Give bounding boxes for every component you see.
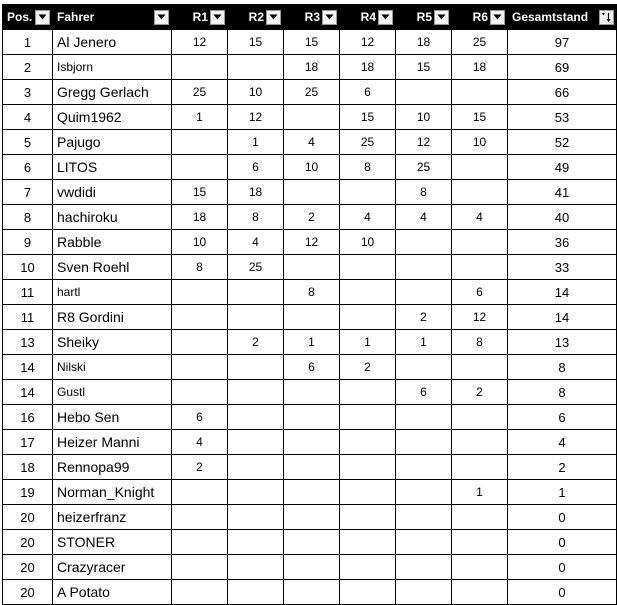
r5-points-cell[interactable]: 10	[396, 105, 452, 130]
r2-points-cell[interactable]	[228, 455, 284, 480]
r2-points-cell[interactable]: 2	[228, 330, 284, 355]
r4-points-cell[interactable]	[340, 305, 396, 330]
driver-name-cell[interactable]: hartl	[53, 280, 172, 305]
position-cell[interactable]: 11	[3, 305, 53, 330]
position-cell[interactable]: 13	[3, 330, 53, 355]
r5-points-cell[interactable]: 12	[396, 130, 452, 155]
r3-points-cell[interactable]	[284, 530, 340, 555]
total-points-cell[interactable]: 33	[508, 255, 617, 280]
r4-points-cell[interactable]	[340, 505, 396, 530]
table-row	[3, 305, 617, 330]
r1-points-cell[interactable]	[172, 380, 228, 405]
r1-points-cell[interactable]: 1	[172, 105, 228, 130]
r4-points-cell[interactable]: 25	[340, 130, 396, 155]
dropdown-arrow-icon	[437, 14, 446, 20]
r6-points-cell[interactable]: 2	[452, 380, 508, 405]
r6-points-cell[interactable]: 6	[452, 280, 508, 305]
position-cell[interactable]: 5	[3, 130, 53, 155]
total-points-cell[interactable]: 14	[508, 280, 617, 305]
r3-points-cell[interactable]: 12	[284, 230, 340, 255]
total-points-cell[interactable]: 52	[508, 130, 617, 155]
total-points-cell[interactable]: 40	[508, 205, 617, 230]
driver-name-cell[interactable]: Crazyracer	[53, 555, 172, 580]
r1-points-cell[interactable]: 4	[172, 430, 228, 455]
r3-points-cell[interactable]: 8	[284, 280, 340, 305]
filter-button-r6[interactable]	[490, 10, 505, 25]
r3-points-cell[interactable]	[284, 105, 340, 130]
r6-points-cell[interactable]	[452, 230, 508, 255]
position-cell[interactable]: 18	[3, 455, 53, 480]
standings-body	[3, 30, 617, 605]
header-r1-label: R1	[192, 10, 208, 24]
r6-points-cell[interactable]	[452, 80, 508, 105]
r5-points-cell[interactable]	[396, 255, 452, 280]
r2-points-cell[interactable]	[228, 480, 284, 505]
r5-points-cell[interactable]	[396, 80, 452, 105]
r3-points-cell[interactable]: 18	[284, 55, 340, 80]
total-points-cell[interactable]: 69	[508, 55, 617, 80]
filter-button-r2[interactable]	[266, 10, 281, 25]
header-total	[508, 5, 617, 30]
r2-points-cell[interactable]	[228, 280, 284, 305]
driver-name-cell[interactable]: Rabble	[53, 230, 172, 255]
r3-points-cell[interactable]	[284, 505, 340, 530]
r4-points-cell[interactable]: 18	[340, 55, 396, 80]
table-row	[3, 230, 617, 255]
header-r5-label: R5	[416, 10, 432, 24]
r6-points-cell[interactable]: 1	[452, 480, 508, 505]
total-points-cell[interactable]: 36	[508, 230, 617, 255]
table-row	[3, 130, 617, 155]
r1-points-cell[interactable]	[172, 155, 228, 180]
r5-points-cell[interactable]	[396, 280, 452, 305]
filter-button-r3[interactable]	[322, 10, 337, 25]
total-points-cell[interactable]: 0	[508, 505, 617, 530]
r1-points-cell[interactable]: 12	[172, 30, 228, 55]
standings-sheet	[2, 4, 616, 605]
r3-points-cell[interactable]	[284, 255, 340, 280]
r3-points-cell[interactable]: 10	[284, 155, 340, 180]
table-row	[3, 580, 617, 605]
driver-name-cell[interactable]: Hebo Sen	[53, 405, 172, 430]
r2-points-cell[interactable]: 10	[228, 80, 284, 105]
r3-points-cell[interactable]	[284, 180, 340, 205]
r4-points-cell[interactable]	[340, 405, 396, 430]
position-cell[interactable]: 14	[3, 380, 53, 405]
r1-points-cell[interactable]: 25	[172, 80, 228, 105]
driver-name-cell[interactable]: vwdidi	[53, 180, 172, 205]
table-row	[3, 330, 617, 355]
driver-name-cell[interactable]: Quim1962	[53, 105, 172, 130]
r1-points-cell[interactable]	[172, 355, 228, 380]
r4-points-cell[interactable]: 2	[340, 355, 396, 380]
r2-points-cell[interactable]	[228, 405, 284, 430]
r3-points-cell[interactable]: 1	[284, 330, 340, 355]
table-row	[3, 30, 617, 55]
header-total-label: Gesamtstand	[512, 10, 589, 24]
table-row	[3, 555, 617, 580]
position-cell[interactable]: 1	[3, 30, 53, 55]
r3-points-cell[interactable]	[284, 555, 340, 580]
total-points-cell[interactable]: 66	[508, 80, 617, 105]
r2-points-cell[interactable]	[228, 530, 284, 555]
filter-button-r4[interactable]	[378, 10, 393, 25]
position-cell[interactable]: 9	[3, 230, 53, 255]
position-cell[interactable]: 16	[3, 405, 53, 430]
r6-points-cell[interactable]	[452, 180, 508, 205]
total-points-cell[interactable]: 49	[508, 155, 617, 180]
r6-points-cell[interactable]: 15	[452, 105, 508, 130]
r6-points-cell[interactable]	[452, 355, 508, 380]
driver-name-cell[interactable]: Gustl	[53, 380, 172, 405]
r3-points-cell[interactable]: 6	[284, 355, 340, 380]
r2-points-cell[interactable]	[228, 380, 284, 405]
driver-name-cell[interactable]: LITOS	[53, 155, 172, 180]
r3-points-cell[interactable]: 2	[284, 205, 340, 230]
r5-points-cell[interactable]	[396, 455, 452, 480]
r3-points-cell[interactable]: 4	[284, 130, 340, 155]
position-cell[interactable]: 6	[3, 155, 53, 180]
r4-points-cell[interactable]	[340, 255, 396, 280]
position-cell[interactable]: 20	[3, 530, 53, 555]
r6-points-cell[interactable]: 4	[452, 205, 508, 230]
table-row	[3, 205, 617, 230]
table-row	[3, 480, 617, 505]
r2-points-cell[interactable]: 12	[228, 105, 284, 130]
table-row	[3, 280, 617, 305]
total-points-cell[interactable]: 0	[508, 530, 617, 555]
r5-points-cell[interactable]	[396, 405, 452, 430]
total-points-cell[interactable]: 6	[508, 405, 617, 430]
r2-points-cell[interactable]: 4	[228, 230, 284, 255]
r5-points-cell[interactable]: 18	[396, 30, 452, 55]
r5-points-cell[interactable]	[396, 530, 452, 555]
driver-name-cell[interactable]: A Potato	[53, 580, 172, 605]
r5-points-cell[interactable]	[396, 355, 452, 380]
dropdown-arrow-icon	[325, 14, 334, 20]
r5-points-cell[interactable]	[396, 580, 452, 605]
total-points-cell[interactable]: 53	[508, 105, 617, 130]
r1-points-cell[interactable]	[172, 555, 228, 580]
r5-points-cell[interactable]: 8	[396, 180, 452, 205]
r1-points-cell[interactable]	[172, 305, 228, 330]
driver-name-cell[interactable]: Pajugo	[53, 130, 172, 155]
driver-name-cell[interactable]: Isbjorn	[53, 55, 172, 80]
r2-points-cell[interactable]	[228, 55, 284, 80]
position-cell[interactable]: 8	[3, 205, 53, 230]
table-row	[3, 80, 617, 105]
header-r6-label: R6	[472, 10, 488, 24]
r1-points-cell[interactable]	[172, 505, 228, 530]
r4-points-cell[interactable]	[340, 430, 396, 455]
header-r1	[172, 5, 228, 30]
r2-points-cell[interactable]	[228, 555, 284, 580]
r3-points-cell[interactable]	[284, 455, 340, 480]
header-r3-label: R3	[304, 10, 320, 24]
r1-points-cell[interactable]	[172, 480, 228, 505]
total-points-cell[interactable]: 14	[508, 305, 617, 330]
r1-points-cell[interactable]	[172, 130, 228, 155]
table-row	[3, 430, 617, 455]
r1-points-cell[interactable]	[172, 580, 228, 605]
r3-points-cell[interactable]	[284, 380, 340, 405]
r6-points-cell[interactable]: 8	[452, 330, 508, 355]
driver-name-cell[interactable]: Gregg Gerlach	[53, 80, 172, 105]
filter-button-pos[interactable]	[35, 10, 50, 25]
table-row	[3, 530, 617, 555]
dropdown-arrow-icon	[381, 14, 390, 20]
r4-points-cell[interactable]	[340, 580, 396, 605]
r4-points-cell[interactable]: 15	[340, 105, 396, 130]
r6-points-cell[interactable]	[452, 430, 508, 455]
r2-points-cell[interactable]: 25	[228, 255, 284, 280]
header-driver	[53, 5, 172, 30]
r1-points-cell[interactable]: 2	[172, 455, 228, 480]
r4-points-cell[interactable]: 4	[340, 205, 396, 230]
r6-points-cell[interactable]: 18	[452, 55, 508, 80]
r4-points-cell[interactable]	[340, 180, 396, 205]
r3-points-cell[interactable]	[284, 305, 340, 330]
r6-points-cell[interactable]: 25	[452, 30, 508, 55]
header-pos	[3, 5, 53, 30]
r4-points-cell[interactable]	[340, 530, 396, 555]
r4-points-cell[interactable]	[340, 455, 396, 480]
driver-name-cell[interactable]: hachiroku	[53, 205, 172, 230]
position-cell[interactable]: 19	[3, 480, 53, 505]
driver-name-cell[interactable]: Norman_Knight	[53, 480, 172, 505]
header-r2-label: R2	[248, 10, 264, 24]
r1-points-cell[interactable]	[172, 530, 228, 555]
position-cell[interactable]: 4	[3, 105, 53, 130]
r1-points-cell[interactable]: 18	[172, 205, 228, 230]
r6-points-cell[interactable]: 12	[452, 305, 508, 330]
r4-points-cell[interactable]: 6	[340, 80, 396, 105]
filter-button-driver[interactable]	[154, 10, 169, 25]
r4-points-cell[interactable]: 10	[340, 230, 396, 255]
r5-points-cell[interactable]: 1	[396, 330, 452, 355]
r3-points-cell[interactable]: 25	[284, 80, 340, 105]
driver-name-cell[interactable]: Rennopa99	[53, 455, 172, 480]
r6-points-cell[interactable]	[452, 255, 508, 280]
r3-points-cell[interactable]	[284, 580, 340, 605]
header-r4-label: R4	[360, 10, 376, 24]
filter-button-r5[interactable]	[434, 10, 449, 25]
r6-points-cell[interactable]	[452, 530, 508, 555]
r5-points-cell[interactable]: 4	[396, 205, 452, 230]
driver-name-cell[interactable]: R8 Gordini	[53, 305, 172, 330]
total-points-cell[interactable]: 4	[508, 430, 617, 455]
r2-points-cell[interactable]: 15	[228, 30, 284, 55]
total-points-cell[interactable]: 97	[508, 30, 617, 55]
r1-points-cell[interactable]: 6	[172, 405, 228, 430]
position-cell[interactable]: 11	[3, 280, 53, 305]
dropdown-arrow-icon	[157, 14, 166, 20]
r5-points-cell[interactable]: 25	[396, 155, 452, 180]
r6-points-cell[interactable]	[452, 505, 508, 530]
r3-points-cell[interactable]	[284, 480, 340, 505]
dropdown-arrow-icon	[269, 14, 278, 20]
driver-name-cell[interactable]: Sven Roehl	[53, 255, 172, 280]
driver-name-cell[interactable]: heizerfranz	[53, 505, 172, 530]
position-cell[interactable]: 20	[3, 580, 53, 605]
r4-points-cell[interactable]	[340, 480, 396, 505]
position-cell[interactable]: 20	[3, 555, 53, 580]
r2-points-cell[interactable]	[228, 355, 284, 380]
r2-points-cell[interactable]	[228, 430, 284, 455]
header-r5	[396, 5, 452, 30]
total-points-cell[interactable]: 13	[508, 330, 617, 355]
r3-points-cell[interactable]: 15	[284, 30, 340, 55]
table-row	[3, 355, 617, 380]
table-row	[3, 180, 617, 205]
r3-points-cell[interactable]	[284, 405, 340, 430]
r5-points-cell[interactable]	[396, 480, 452, 505]
r4-points-cell[interactable]	[340, 380, 396, 405]
r5-points-cell[interactable]: 6	[396, 380, 452, 405]
r2-points-cell[interactable]	[228, 305, 284, 330]
r5-points-cell[interactable]: 2	[396, 305, 452, 330]
table-row	[3, 405, 617, 430]
r5-points-cell[interactable]	[396, 505, 452, 530]
r2-points-cell[interactable]	[228, 505, 284, 530]
r2-points-cell[interactable]	[228, 580, 284, 605]
position-cell[interactable]: 3	[3, 80, 53, 105]
r6-points-cell[interactable]	[452, 580, 508, 605]
table-row	[3, 105, 617, 130]
position-cell[interactable]: 10	[3, 255, 53, 280]
driver-name-cell[interactable]: STONER	[53, 530, 172, 555]
r2-points-cell[interactable]: 8	[228, 205, 284, 230]
position-cell[interactable]: 20	[3, 505, 53, 530]
table-row	[3, 380, 617, 405]
header-pos-label: Pos.	[7, 10, 33, 24]
header-driver-label: Fahrer	[57, 10, 95, 24]
standings-table	[2, 4, 617, 605]
r5-points-cell[interactable]	[396, 555, 452, 580]
r1-points-cell[interactable]	[172, 330, 228, 355]
r2-points-cell[interactable]: 1	[228, 130, 284, 155]
r1-points-cell[interactable]: 15	[172, 180, 228, 205]
position-cell[interactable]: 7	[3, 180, 53, 205]
driver-name-cell[interactable]: Heizer Manni	[53, 430, 172, 455]
dropdown-arrow-icon	[213, 14, 222, 20]
r1-points-cell[interactable]	[172, 55, 228, 80]
total-points-cell[interactable]: 8	[508, 380, 617, 405]
r4-points-cell[interactable]	[340, 555, 396, 580]
r2-points-cell[interactable]: 18	[228, 180, 284, 205]
r6-points-cell[interactable]	[452, 155, 508, 180]
r5-points-cell[interactable]	[396, 230, 452, 255]
r6-points-cell[interactable]	[452, 555, 508, 580]
total-points-cell[interactable]: 0	[508, 555, 617, 580]
header-r2	[228, 5, 284, 30]
r1-points-cell[interactable]	[172, 280, 228, 305]
total-points-cell[interactable]: 1	[508, 480, 617, 505]
table-row	[3, 505, 617, 530]
r4-points-cell[interactable]: 1	[340, 330, 396, 355]
driver-name-cell[interactable]: Al Jenero	[53, 30, 172, 55]
r1-points-cell[interactable]: 10	[172, 230, 228, 255]
r5-points-cell[interactable]	[396, 430, 452, 455]
position-cell[interactable]: 2	[3, 55, 53, 80]
r4-points-cell[interactable]	[340, 280, 396, 305]
r1-points-cell[interactable]: 8	[172, 255, 228, 280]
header-r4	[340, 5, 396, 30]
sort-button-total[interactable]	[599, 10, 614, 25]
total-points-cell[interactable]: 2	[508, 455, 617, 480]
header-row	[3, 5, 617, 30]
position-cell[interactable]: 14	[3, 355, 53, 380]
r4-points-cell[interactable]: 8	[340, 155, 396, 180]
r6-points-cell[interactable]: 10	[452, 130, 508, 155]
table-row	[3, 55, 617, 80]
total-points-cell[interactable]: 41	[508, 180, 617, 205]
r2-points-cell[interactable]: 6	[228, 155, 284, 180]
position-cell[interactable]: 17	[3, 430, 53, 455]
filter-button-r1[interactable]	[210, 10, 225, 25]
dropdown-arrow-icon	[493, 14, 502, 20]
r3-points-cell[interactable]	[284, 430, 340, 455]
r4-points-cell[interactable]: 12	[340, 30, 396, 55]
driver-name-cell[interactable]: Nilski	[53, 355, 172, 380]
table-row	[3, 155, 617, 180]
r5-points-cell[interactable]: 15	[396, 55, 452, 80]
header-r3	[284, 5, 340, 30]
table-row	[3, 455, 617, 480]
r6-points-cell[interactable]	[452, 455, 508, 480]
total-points-cell[interactable]: 8	[508, 355, 617, 380]
table-row	[3, 255, 617, 280]
sort-descending-filter-icon	[601, 12, 612, 23]
dropdown-arrow-icon	[38, 14, 47, 20]
total-points-cell[interactable]: 0	[508, 580, 617, 605]
driver-name-cell[interactable]: Sheiky	[53, 330, 172, 355]
header-r6	[452, 5, 508, 30]
r6-points-cell[interactable]	[452, 405, 508, 430]
